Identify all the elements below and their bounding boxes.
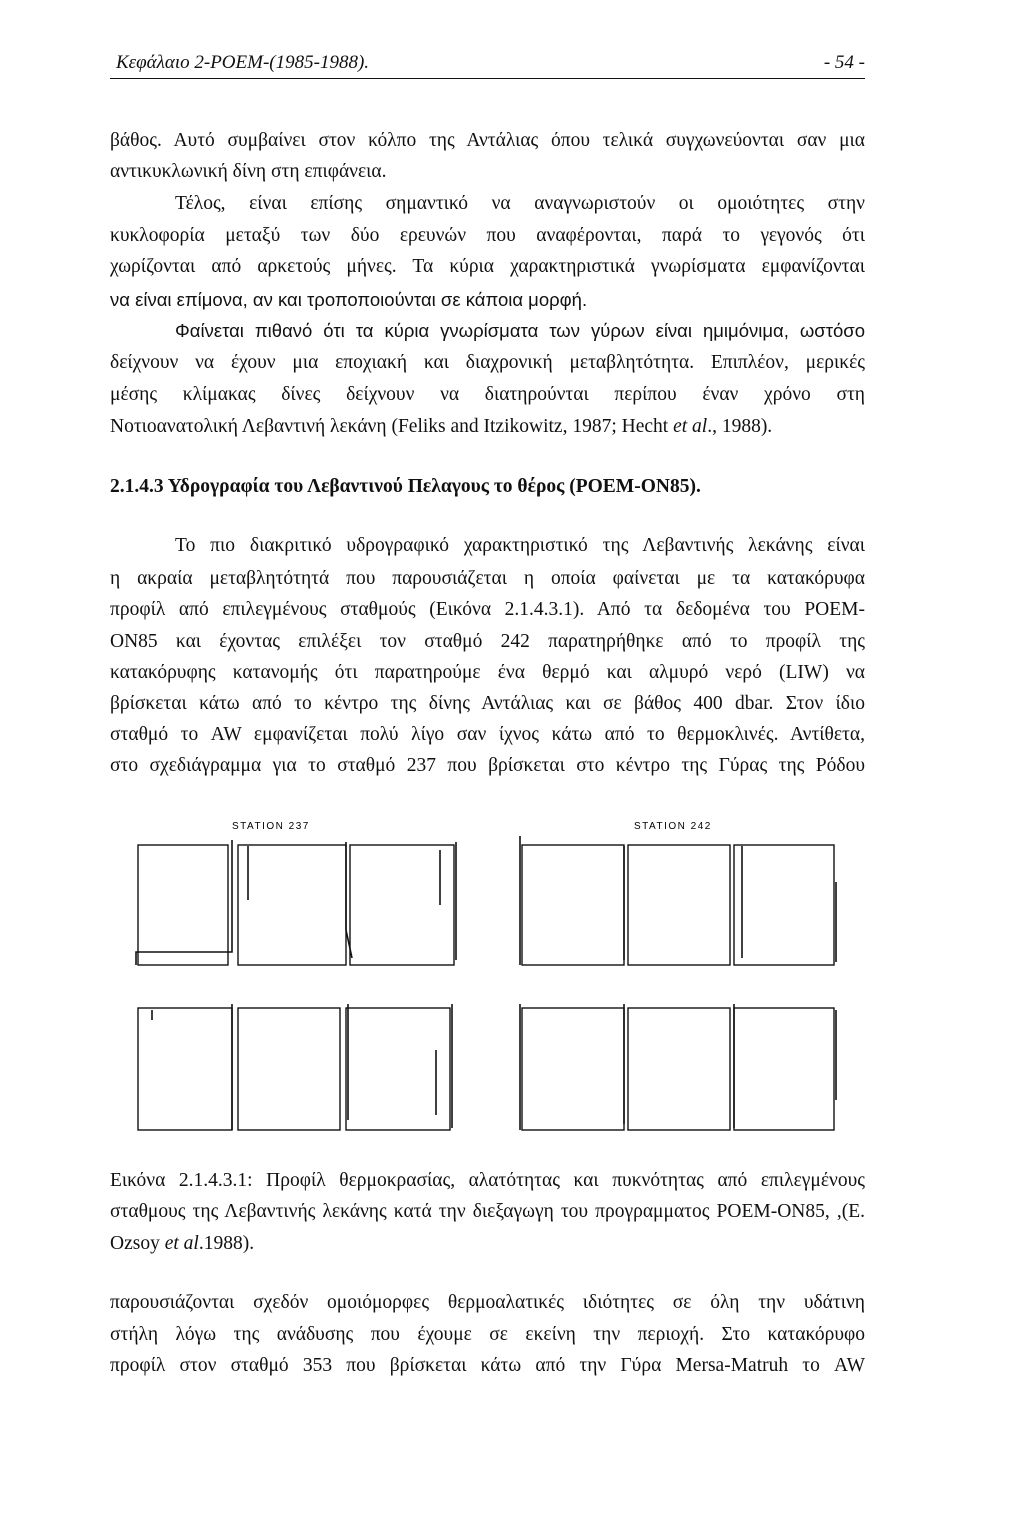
text-line: στο σχεδιάγραμμα για το σταθμό 237 που βρίσκεται στο κέντρο της Γύρας της Ρόδου — [110, 755, 865, 776]
profile-curves — [136, 836, 836, 1130]
text-line: προφίλ από επιλεγμένους σταθμούς (Εικόνα 2.1.4.3.1). Από τα δεδομένα του POEM- — [110, 599, 865, 620]
text-line: δείχνουν να έχουν μια εποχιακή και διαχρονική μεταβλητότητα. Επιπλέον, μερικές — [110, 352, 865, 373]
profile-panel — [238, 1008, 340, 1130]
profile-panel — [734, 845, 834, 965]
profile-panel — [628, 845, 730, 965]
profile-panel — [138, 845, 228, 965]
text-line: να είναι επίμονα, αν και τροποποιούνται σε κάποια μορφή. — [110, 289, 588, 310]
figure-caption: Ozsoy et al.1988). — [110, 1233, 255, 1254]
station-242-label: STATION 242 — [634, 821, 712, 832]
text-line: αντικυκλωνική δίνη στη επιφάνεια. — [110, 161, 387, 182]
station-237-label: STATION 237 — [232, 821, 310, 832]
text-line: κατακόρυφης κατανομής ότι παρατηρούμε ένα θερμό και αλμυρό νερό (LIW) να — [110, 662, 865, 683]
profile-panel — [734, 1008, 834, 1130]
section-heading: 2.1.4.3 Υδρογραφία του Λεβαντινού Πελαγους το θέρος (POEM-ON85). — [110, 476, 701, 497]
profile-panel — [522, 845, 624, 965]
text-line: Τέλος, είναι επίσης σημαντικό να αναγνωριστούν οι ομοιότητες στην — [175, 193, 865, 214]
text-line: η ακραία μεταβλητότητά που παρουσιάζεται η οποία φαίνεται με τα κατακόρυφα — [110, 568, 865, 589]
text-line: χωρίζονται από αρκετούς μήνες. Τα κύρια χαρακτηριστικά γνωρίσματα εμφανίζονται — [110, 256, 865, 277]
text-line: ON85 και έχοντας επιλέξει τον σταθμό 242 παρατηρήθηκε από το προφίλ της — [110, 631, 865, 652]
text-line: σταθμό το AW εμφανίζεται πολύ λίγο σαν ίχνος κάτω από το θερμοκλινές. Αντίθετα, — [110, 724, 865, 745]
text-line: στήλη λόγω της ανάδυσης που έχουμε σε εκείνη την περιοχή. Στο κατακόρυφο — [110, 1324, 865, 1345]
profile-panel — [522, 1008, 624, 1130]
profile-panel — [628, 1008, 730, 1130]
figure-caption: Εικόνα 2.1.4.3.1: Προφίλ θερμοκρασίας, αλατότητας και πυκνότητας από επιλεγμένους — [110, 1170, 865, 1191]
profile-panel — [238, 845, 346, 965]
chapter-title: Κεφάλαιο 2-POEM-(1985-1988). — [116, 52, 370, 73]
text-line: Το πιο διακριτικό υδρογραφικό χαρακτηριστικό της Λεβαντινής λεκάνης είναι — [175, 535, 865, 556]
text-line: Φαίνεται πιθανό ότι τα κύρια γνωρίσματα των γύρων είναι ημιμόνιμα, ωστόσο — [175, 320, 865, 341]
page-number: - 54 - — [823, 52, 865, 73]
profile-panel — [138, 1008, 232, 1130]
text-line: Νοτιοανατολική Λεβαντινή λεκάνη (Feliks and Itzikowitz, 1987; Hecht et al., 1988). — [110, 416, 773, 437]
text-line: βρίσκεται κάτω από το κέντρο της δίνης Αντάλιας και σε βάθος 400 dbar. Στον ίδιο — [110, 693, 865, 714]
text-line: προφίλ στον σταθμό 353 που βρίσκεται κάτω από την Γύρα Mersa-Matruh το AW — [110, 1355, 865, 1376]
profile-panel — [346, 1008, 450, 1130]
text-line: κυκλοφορία μεταξύ των δύο ερευνών που αναφέρονται, παρά το γεγονός ότι — [110, 225, 865, 246]
figure-caption: σταθμους της Λεβαντινής λεκάνης κατά την διεξαγωγη του προγραμματος POEM-ON85, ,(E. — [110, 1201, 865, 1222]
text-line: βάθος. Αυτό συμβαίνει στον κόλπο της Αντάλιας όπου τελικά συγχωνεύονται σαν μια — [110, 130, 865, 151]
text-line: παρουσιάζονται σχεδόν ομοιόμορφες θερμοαλατικές ιδιότητες σε όλη την υδάτινη — [110, 1292, 865, 1313]
profile-panel — [350, 845, 454, 965]
text-line: μέσης κλίμακας δίνες δείχνουν να διατηρούνται περίπου έναν χρόνο στη — [110, 384, 865, 405]
